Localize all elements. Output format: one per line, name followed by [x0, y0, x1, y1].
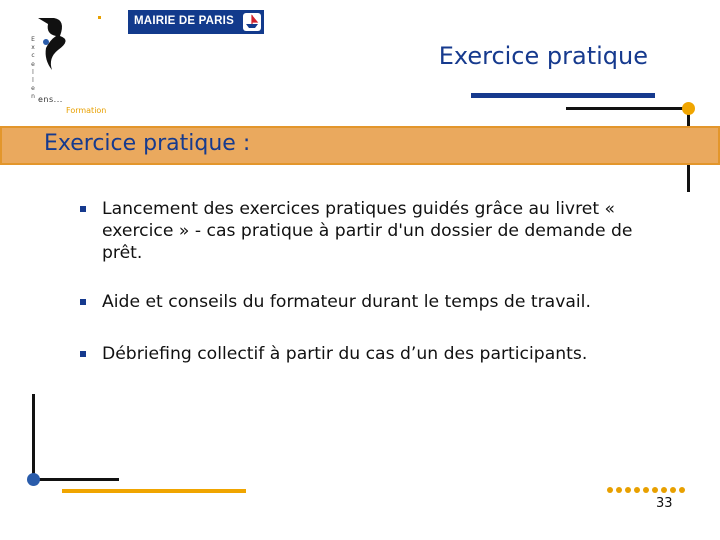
bottom-left-blue-dot: [27, 473, 40, 486]
bullet-item: [80, 291, 656, 313]
logo-vertical-letters: E x c e l l e n: [31, 36, 35, 101]
decorative-dots-icon: [606, 486, 686, 494]
header-underline: [471, 93, 655, 98]
section-title: Exercice pratique :: [44, 131, 251, 156]
top-right-orange-dot: [682, 102, 695, 115]
logo-accent-dot: [98, 16, 101, 19]
bullet-item: [80, 343, 656, 365]
mairie-de-paris-banner: [128, 10, 264, 34]
bottom-left-vertical-line: [32, 394, 35, 480]
bullet-square-icon: [80, 299, 86, 305]
page-title: Exercice pratique: [438, 42, 648, 70]
paris-ship-emblem-icon: [242, 12, 262, 32]
bullet-square-icon: [80, 206, 86, 212]
logo-word: ens...: [38, 95, 63, 104]
bullet-text: Débriefing collectif à partir du cas d’un des participants.: [102, 344, 588, 364]
mairie-banner-text: MAIRIE DE PARIS: [134, 15, 234, 27]
bullet-text: Lancement des exercices pratiques guidés grâce au livret « exercice » - cas pratique à partir d'un dossier de demande de prêt.: [102, 199, 633, 263]
bottom-left-horizontal-line: [33, 478, 119, 481]
logo-word-formation: Formation: [66, 106, 107, 115]
bullet-square-icon: [80, 351, 86, 357]
bullet-item: [80, 198, 656, 264]
page-number: 33: [656, 496, 673, 511]
bullet-text: Aide et conseils du formateur durant le temps de travail.: [102, 292, 591, 312]
top-right-horizontal-line: [566, 107, 690, 110]
bottom-orange-rule: [62, 489, 246, 493]
